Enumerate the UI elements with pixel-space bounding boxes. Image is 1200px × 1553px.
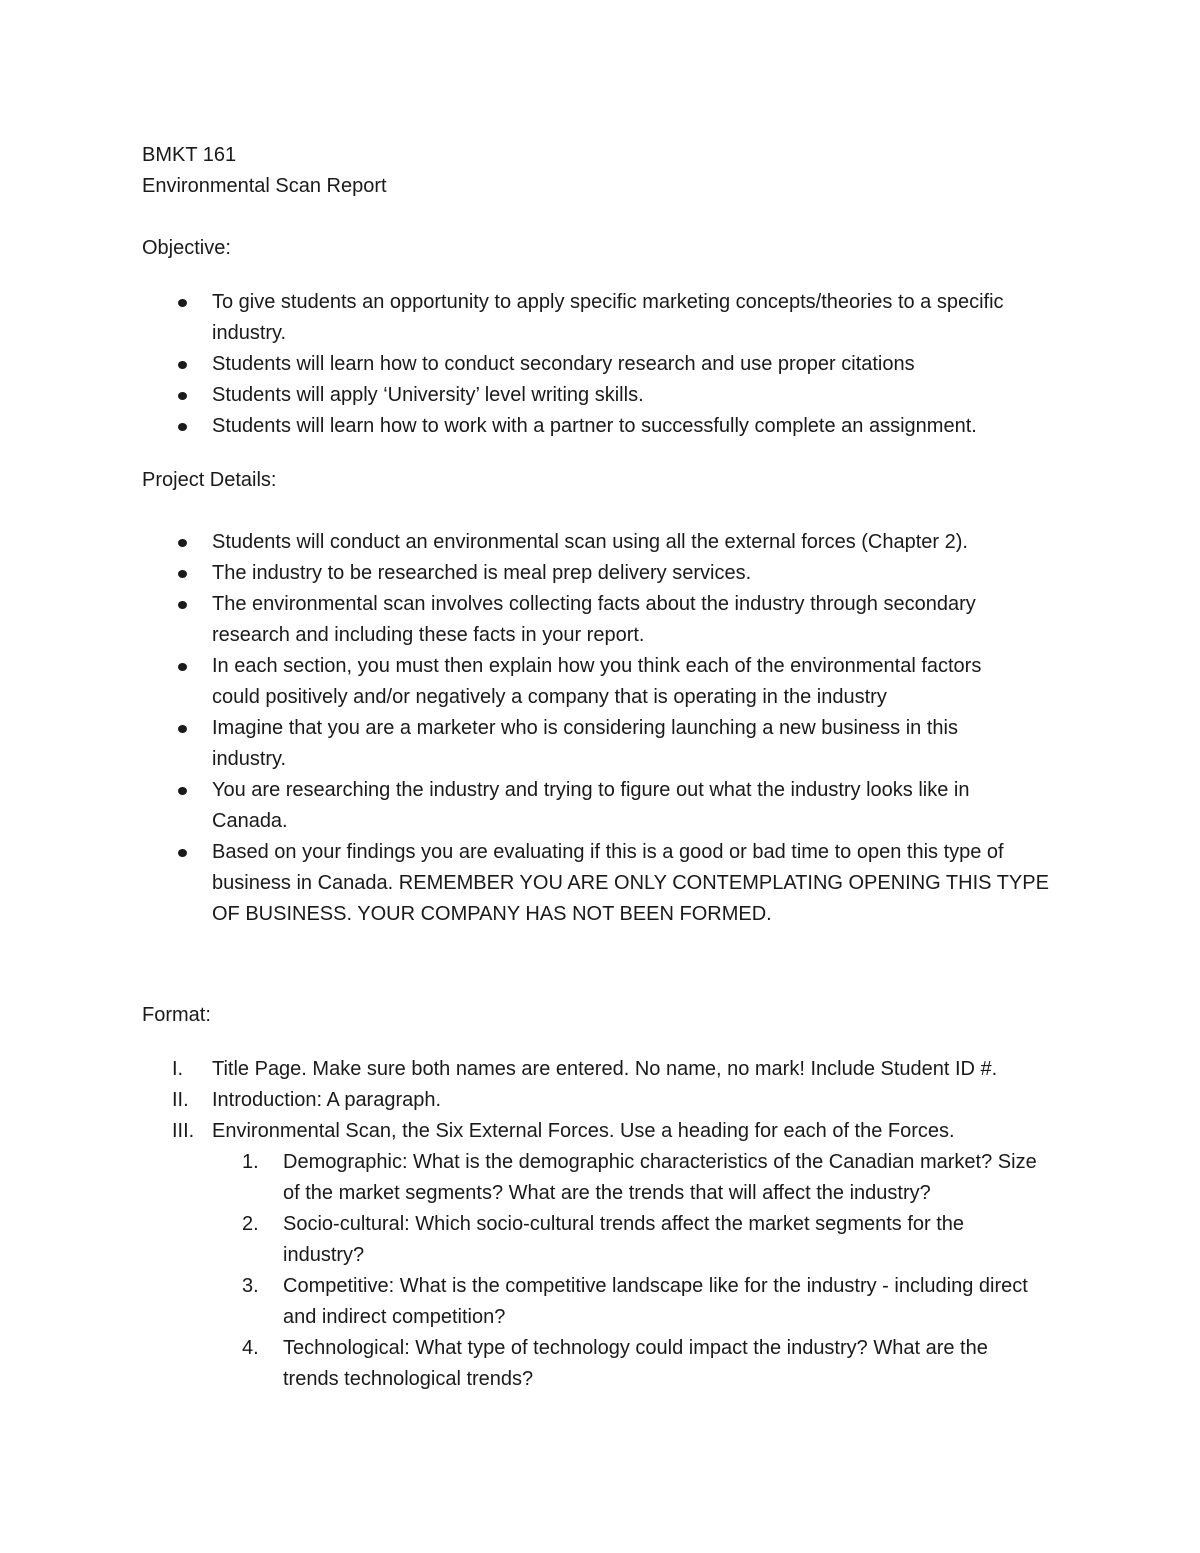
bullet-icon <box>178 570 187 578</box>
bullet-icon <box>178 663 187 671</box>
list-item <box>142 775 1012 837</box>
list-item-text: Students will apply ‘University’ level writing skills. <box>212 384 644 406</box>
list-item <box>142 349 1062 380</box>
list-item <box>142 589 1012 651</box>
bullet-icon <box>178 392 187 400</box>
project-details-list <box>142 527 1062 930</box>
list-marker: 4. <box>242 1337 259 1359</box>
list-marker: 1. <box>242 1151 259 1173</box>
list-item-text: Competitive: What is the competitive landscape like for the industry - including direct and indirect competition? <box>283 1275 1028 1328</box>
list-item <box>142 1054 1062 1085</box>
list-item <box>212 1333 1043 1395</box>
document-title: Environmental Scan Report <box>142 175 387 197</box>
list-marker: II. <box>172 1089 189 1111</box>
bullet-icon <box>178 539 187 547</box>
list-item <box>212 1271 1043 1333</box>
list-item-text: You are researching the industry and trying to figure out what the industry looks like in Canada. <box>212 779 970 832</box>
list-item <box>142 527 1062 558</box>
format-heading: Format: <box>142 1004 211 1026</box>
objective-list <box>142 287 1062 442</box>
bullet-icon <box>178 725 187 733</box>
list-marker: I. <box>172 1058 184 1080</box>
bullet-icon <box>178 787 187 795</box>
list-item <box>142 1085 1062 1116</box>
list-item-text: Socio-cultural: Which socio-cultural trends affect the market segments for the industry? <box>283 1213 965 1266</box>
bullet-icon <box>178 423 187 431</box>
list-item-text: In each section, you must then explain how you think each of the environmental factors could positively and/or negatively a company that is operating in the industry <box>212 655 982 708</box>
format-list <box>142 1054 1062 1395</box>
list-item-text: Technological: What type of technology could impact the industry? What are the trends technological trends? <box>283 1337 988 1390</box>
list-item <box>142 651 1022 713</box>
list-marker: 3. <box>242 1275 259 1297</box>
list-item-text: Demographic: What is the demographic characteristics of the Canadian market? Size of the market segments? What are the trends that will affect the industry? <box>283 1151 1037 1204</box>
list-item-text: Based on your findings you are evaluating if this is a good or bad time to open this type of business in Canada. REMEMBER YOU ARE ONLY CONTEMPLATING OPENING THIS TYPE OF BUSINESS. YOUR COMPANY HAS NOT BEEN FORMED. <box>212 841 1049 925</box>
bullet-icon <box>178 849 187 857</box>
bullet-icon <box>178 601 187 609</box>
list-item-text: Title Page. Make sure both names are entered. No name, no mark! Include Student ID #. <box>212 1058 998 1080</box>
objective-heading: Objective: <box>142 237 231 259</box>
course-code: BMKT 161 <box>142 144 237 166</box>
list-item <box>212 1209 1043 1271</box>
list-item <box>142 558 1062 589</box>
external-forces-list <box>212 1147 1062 1395</box>
project-details-heading: Project Details: <box>142 469 277 491</box>
list-item <box>142 837 1062 930</box>
bullet-icon <box>178 361 187 369</box>
list-item-text: Students will conduct an environmental scan using all the external forces (Chapter 2). <box>212 531 968 553</box>
list-item <box>142 1116 1062 1395</box>
list-item <box>142 380 1062 411</box>
list-item-text: The environmental scan involves collecting facts about the industry through secondary research and including these facts in your report. <box>212 593 976 646</box>
bullet-icon <box>178 299 187 307</box>
list-item <box>142 411 1062 442</box>
list-marker: 2. <box>242 1213 259 1235</box>
list-item <box>212 1147 1043 1209</box>
list-item-text: The industry to be researched is meal prep delivery services. <box>212 562 752 584</box>
list-item <box>142 287 1062 349</box>
list-marker: III. <box>172 1120 195 1142</box>
list-item <box>142 713 1012 775</box>
list-item-text: Students will learn how to conduct secondary research and use proper citations <box>212 353 915 375</box>
list-item-text: To give students an opportunity to apply specific marketing concepts/theories to a specific industry. <box>212 291 1004 344</box>
list-item-text: Students will learn how to work with a partner to successfully complete an assignment. <box>212 415 977 437</box>
list-item-text: Introduction: A paragraph. <box>212 1089 442 1111</box>
list-item-text: Environmental Scan, the Six External Forces. Use a heading for each of the Forces. <box>212 1120 955 1142</box>
document-body <box>142 140 1062 1395</box>
list-item-text: Imagine that you are a marketer who is considering launching a new business in this industry. <box>212 717 958 770</box>
